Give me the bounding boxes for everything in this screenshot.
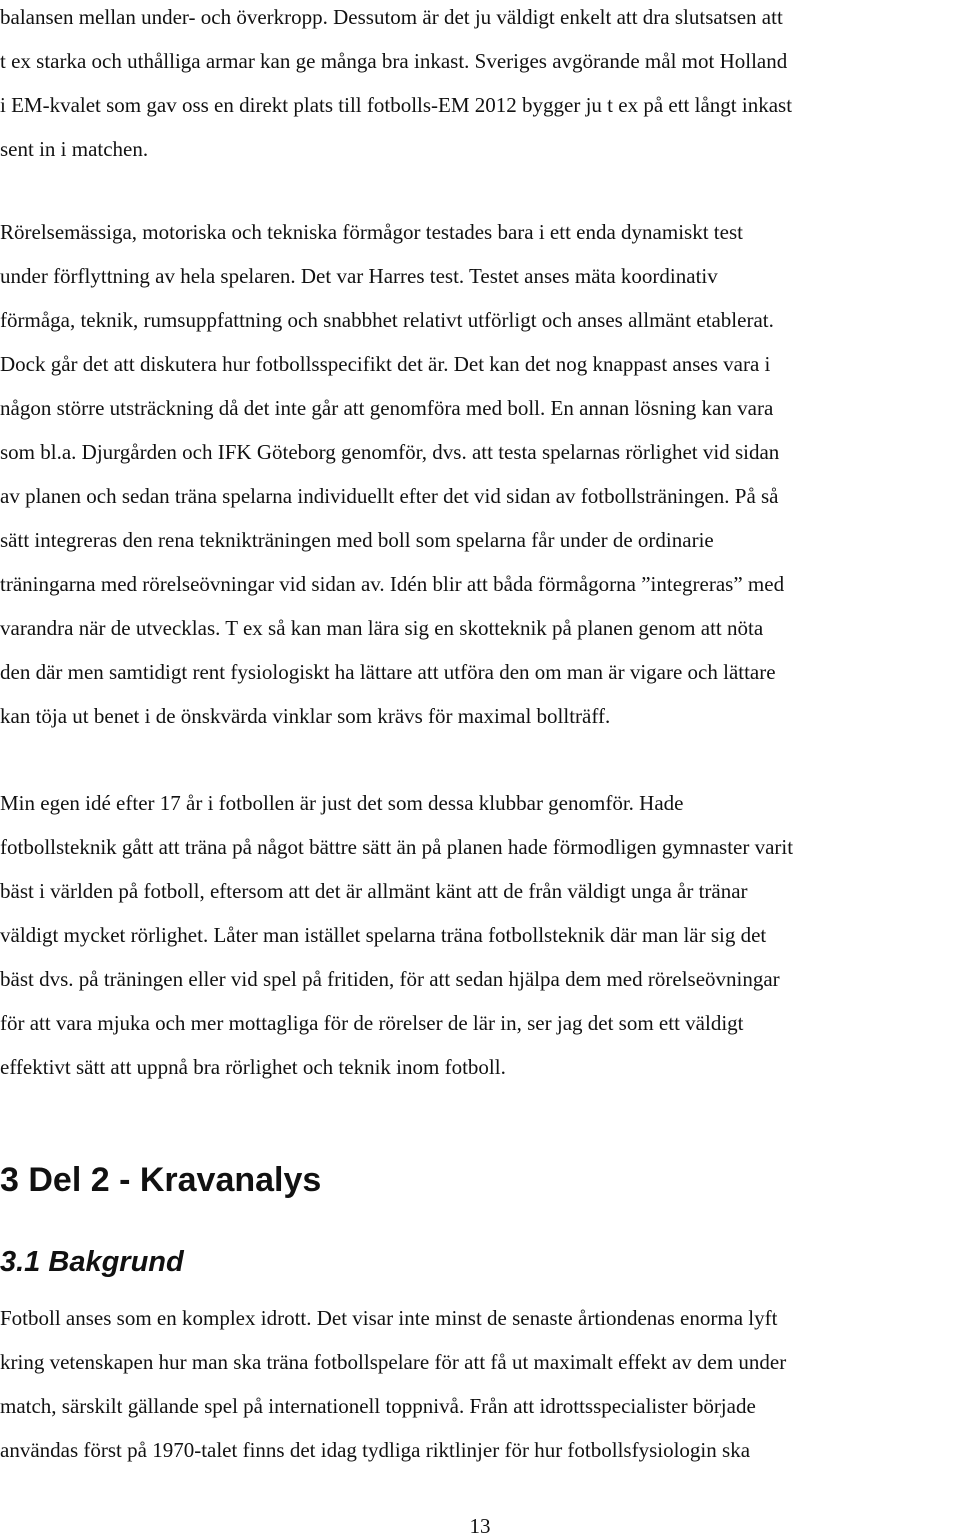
text-line: sent in i matchen. (0, 137, 149, 161)
text-line: i EM-kvalet som gav oss en direkt plats till fotbolls-EM 2012 bygger ju t ex på ett långt inkast (0, 93, 793, 117)
text-line: användas först på 1970-talet finns det idag tydliga riktlinjer för hur fotbollsfysiologin ska (0, 1438, 751, 1462)
text-line: av planen och sedan träna spelarna individuellt efter det vid sidan av fotbollsträningen. På så (0, 484, 779, 508)
section-heading: 3 Del 2 - Kravanalys (0, 1161, 322, 1199)
subsection-heading: 3.1 Bakgrund (0, 1246, 184, 1278)
text-line: effektivt sätt att uppnå bra rörlighet och teknik inom fotboll. (0, 1055, 506, 1079)
text-line: fotbollsteknik gått att träna på något bättre sätt än på planen hade förmodligen gymnaster varit (0, 835, 794, 859)
text-line: kring vetenskapen hur man ska träna fotbollspelare för att få ut maximalt effekt av dem under (0, 1350, 787, 1374)
text-line: som bl.a. Djurgården och IFK Göteborg genomför, dvs. att testa spelarnas rörlighet vid sidan (0, 440, 780, 464)
text-line: Min egen idé efter 17 år i fotbollen är just det som dessa klubbar genomför. Hade (0, 791, 684, 815)
text-line: t ex starka och uthålliga armar kan ge många bra inkast. Sveriges avgörande mål mot Holland (0, 49, 788, 73)
text-line: match, särskilt gällande spel på internationell toppnivå. Från att idrottsspecialister började (0, 1394, 756, 1418)
text-line: för att vara mjuka och mer mottagliga för de rörelser de lär in, ser jag det som ett väldigt (0, 1011, 744, 1035)
text-line: förmåga, teknik, rumsuppfattning och snabbhet relativt utförligt och anses allmänt etablerat. (0, 308, 774, 332)
page-number: 13 (469, 1514, 491, 1538)
text-line: träningarna med rörelseövningar vid sidan av. Idén blir att båda förmågorna ”integreras” med (0, 572, 785, 596)
text-line: väldigt mycket rörlighet. Låter man istället spelarna träna fotbollsteknik där man lär sig det (0, 923, 767, 947)
text-line: sätt integreras den rena teknikträningen med boll som spelarna får under de ordinarie (0, 528, 714, 552)
text-line: Rörelsemässiga, motoriska och tekniska förmågor testades bara i ett enda dynamiskt test (0, 220, 743, 244)
text-line: Fotboll anses som en komplex idrott. Det visar inte minst de senaste årtiondenas enorma lyft (0, 1306, 778, 1330)
text-line: bäst dvs. på träningen eller vid spel på fritiden, för att sedan hjälpa dem med rörelseövningar (0, 967, 780, 991)
text-line: den där men samtidigt rent fysiologiskt ha lättare att utföra den om man är vigare och lättare (0, 660, 776, 684)
text-line: någon större utsträckning då det inte går att genomföra med boll. En annan lösning kan vara (0, 396, 774, 420)
text-line: kan töja ut benet i de önskvärda vinklar som krävs för maximal bollträff. (0, 704, 611, 728)
text-line: under förflyttning av hela spelaren. Det var Harres test. Testet anses mäta koordinativ (0, 264, 718, 288)
text-line: bäst i världen på fotboll, eftersom att det är allmänt känt att de från väldigt unga år tränar (0, 879, 748, 903)
text-line: Dock går det att diskutera hur fotbollsspecifikt det är. Det kan det nog knappast anses vara i (0, 352, 771, 376)
text-line: balansen mellan under- och överkropp. Dessutom är det ju väldigt enkelt att dra slutsatsen att (0, 5, 783, 29)
text-line: varandra när de utvecklas. T ex så kan man lära sig en skotteknik på planen genom att nöta (0, 616, 764, 640)
